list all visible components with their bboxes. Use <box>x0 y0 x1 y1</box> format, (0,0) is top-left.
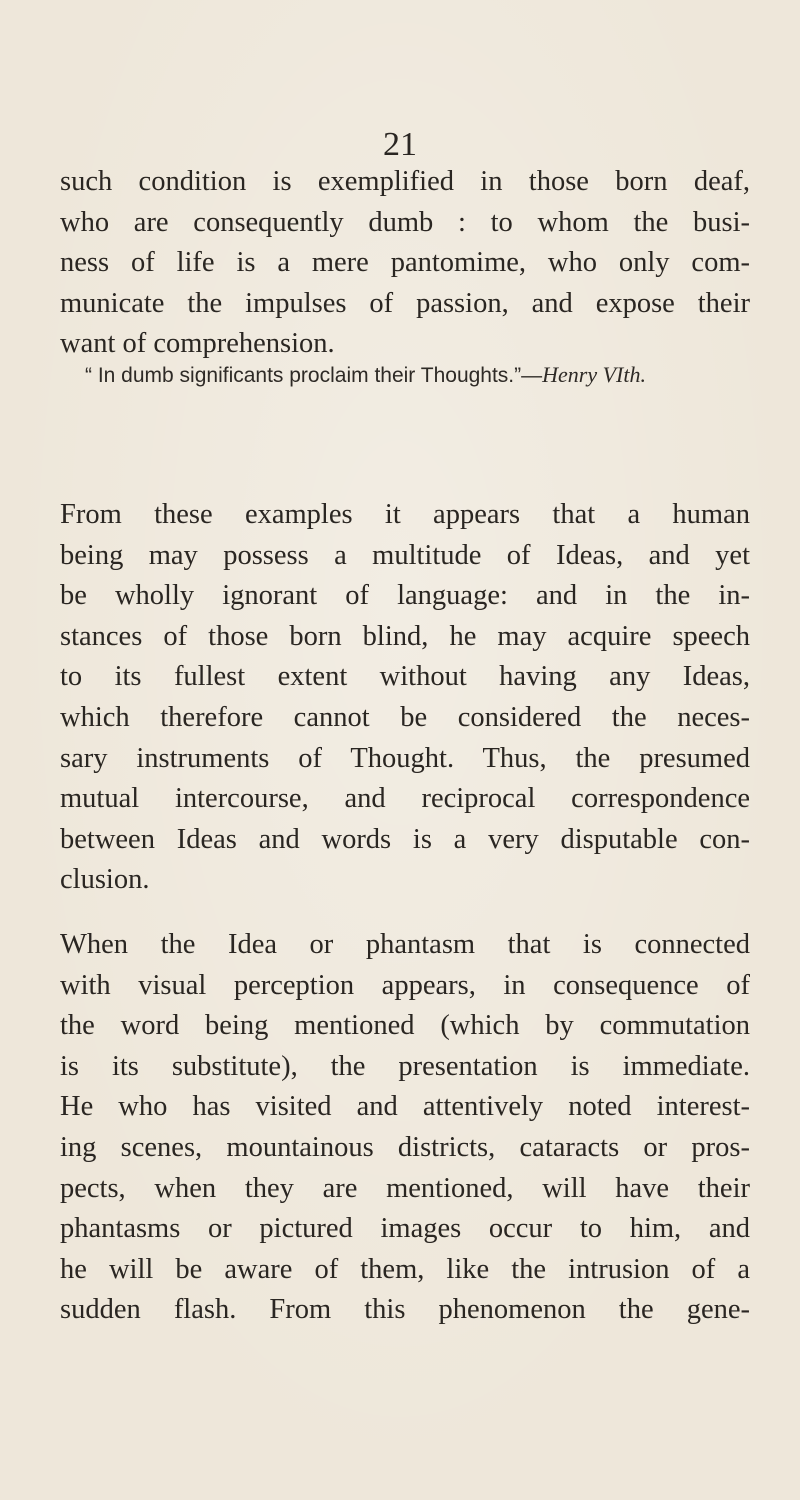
quote-text: “ In dumb significants proclaim their Thoughts.”— <box>85 364 543 387</box>
text-line: ing scenes, mountainous districts, cataracts or pros- <box>60 1131 750 1163</box>
text-line: He who has visited and attentively noted interest- <box>60 1091 750 1123</box>
text-line: phantasms or pictured images occur to him, and <box>60 1213 750 1245</box>
text-line: such condition is exemplified in those born deaf, <box>60 166 750 197</box>
text-line: When the Idea or phantasm that is connected <box>60 929 750 960</box>
text-line: pects, when they are mentioned, will have their <box>60 1172 750 1204</box>
text-line: to its fullest extent without having any Ideas, <box>60 661 750 693</box>
text-line: between Ideas and words is a very disputable con- <box>60 823 750 855</box>
text-line: want of comprehension. <box>60 328 335 360</box>
text-line: with visual perception appears, in consequence of <box>60 969 750 1001</box>
text-line: municate the impulses of passion, and expose their <box>60 287 750 319</box>
text-line: be wholly ignorant of language: and in the in- <box>60 580 750 612</box>
text-line: who are consequently dumb : to whom the busi- <box>60 206 750 238</box>
block-quote <box>85 360 750 391</box>
text-line: sary instruments of Thought. Thus, the presumed <box>60 742 750 774</box>
paragraph-1 <box>60 162 750 365</box>
text-line: the word being mentioned (which by commutation <box>60 1010 750 1042</box>
paragraph-2 <box>60 495 750 901</box>
text-line: clusion. <box>60 864 150 896</box>
text-line: being may possess a multitude of Ideas, and yet <box>60 539 750 571</box>
page-number: 21 <box>383 126 417 163</box>
text-line: which therefore cannot be considered the neces- <box>60 701 750 733</box>
quote-attribution: Henry VIth. <box>542 362 646 387</box>
text-line: is its substitute), the presentation is immediate. <box>60 1050 750 1082</box>
text-line: From these examples it appears that a human <box>60 499 750 530</box>
text-line: mutual intercourse, and reciprocal correspondence <box>60 783 750 815</box>
text-line: stances of those born blind, he may acquire speech <box>60 620 750 652</box>
paragraph-3 <box>60 925 750 1331</box>
text-line: ness of life is a mere pantomime, who only com- <box>60 247 750 279</box>
text-line: sudden flash. From this phenomenon the gene- <box>60 1294 750 1326</box>
text-line: he will be aware of them, like the intrusion of a <box>60 1253 750 1285</box>
